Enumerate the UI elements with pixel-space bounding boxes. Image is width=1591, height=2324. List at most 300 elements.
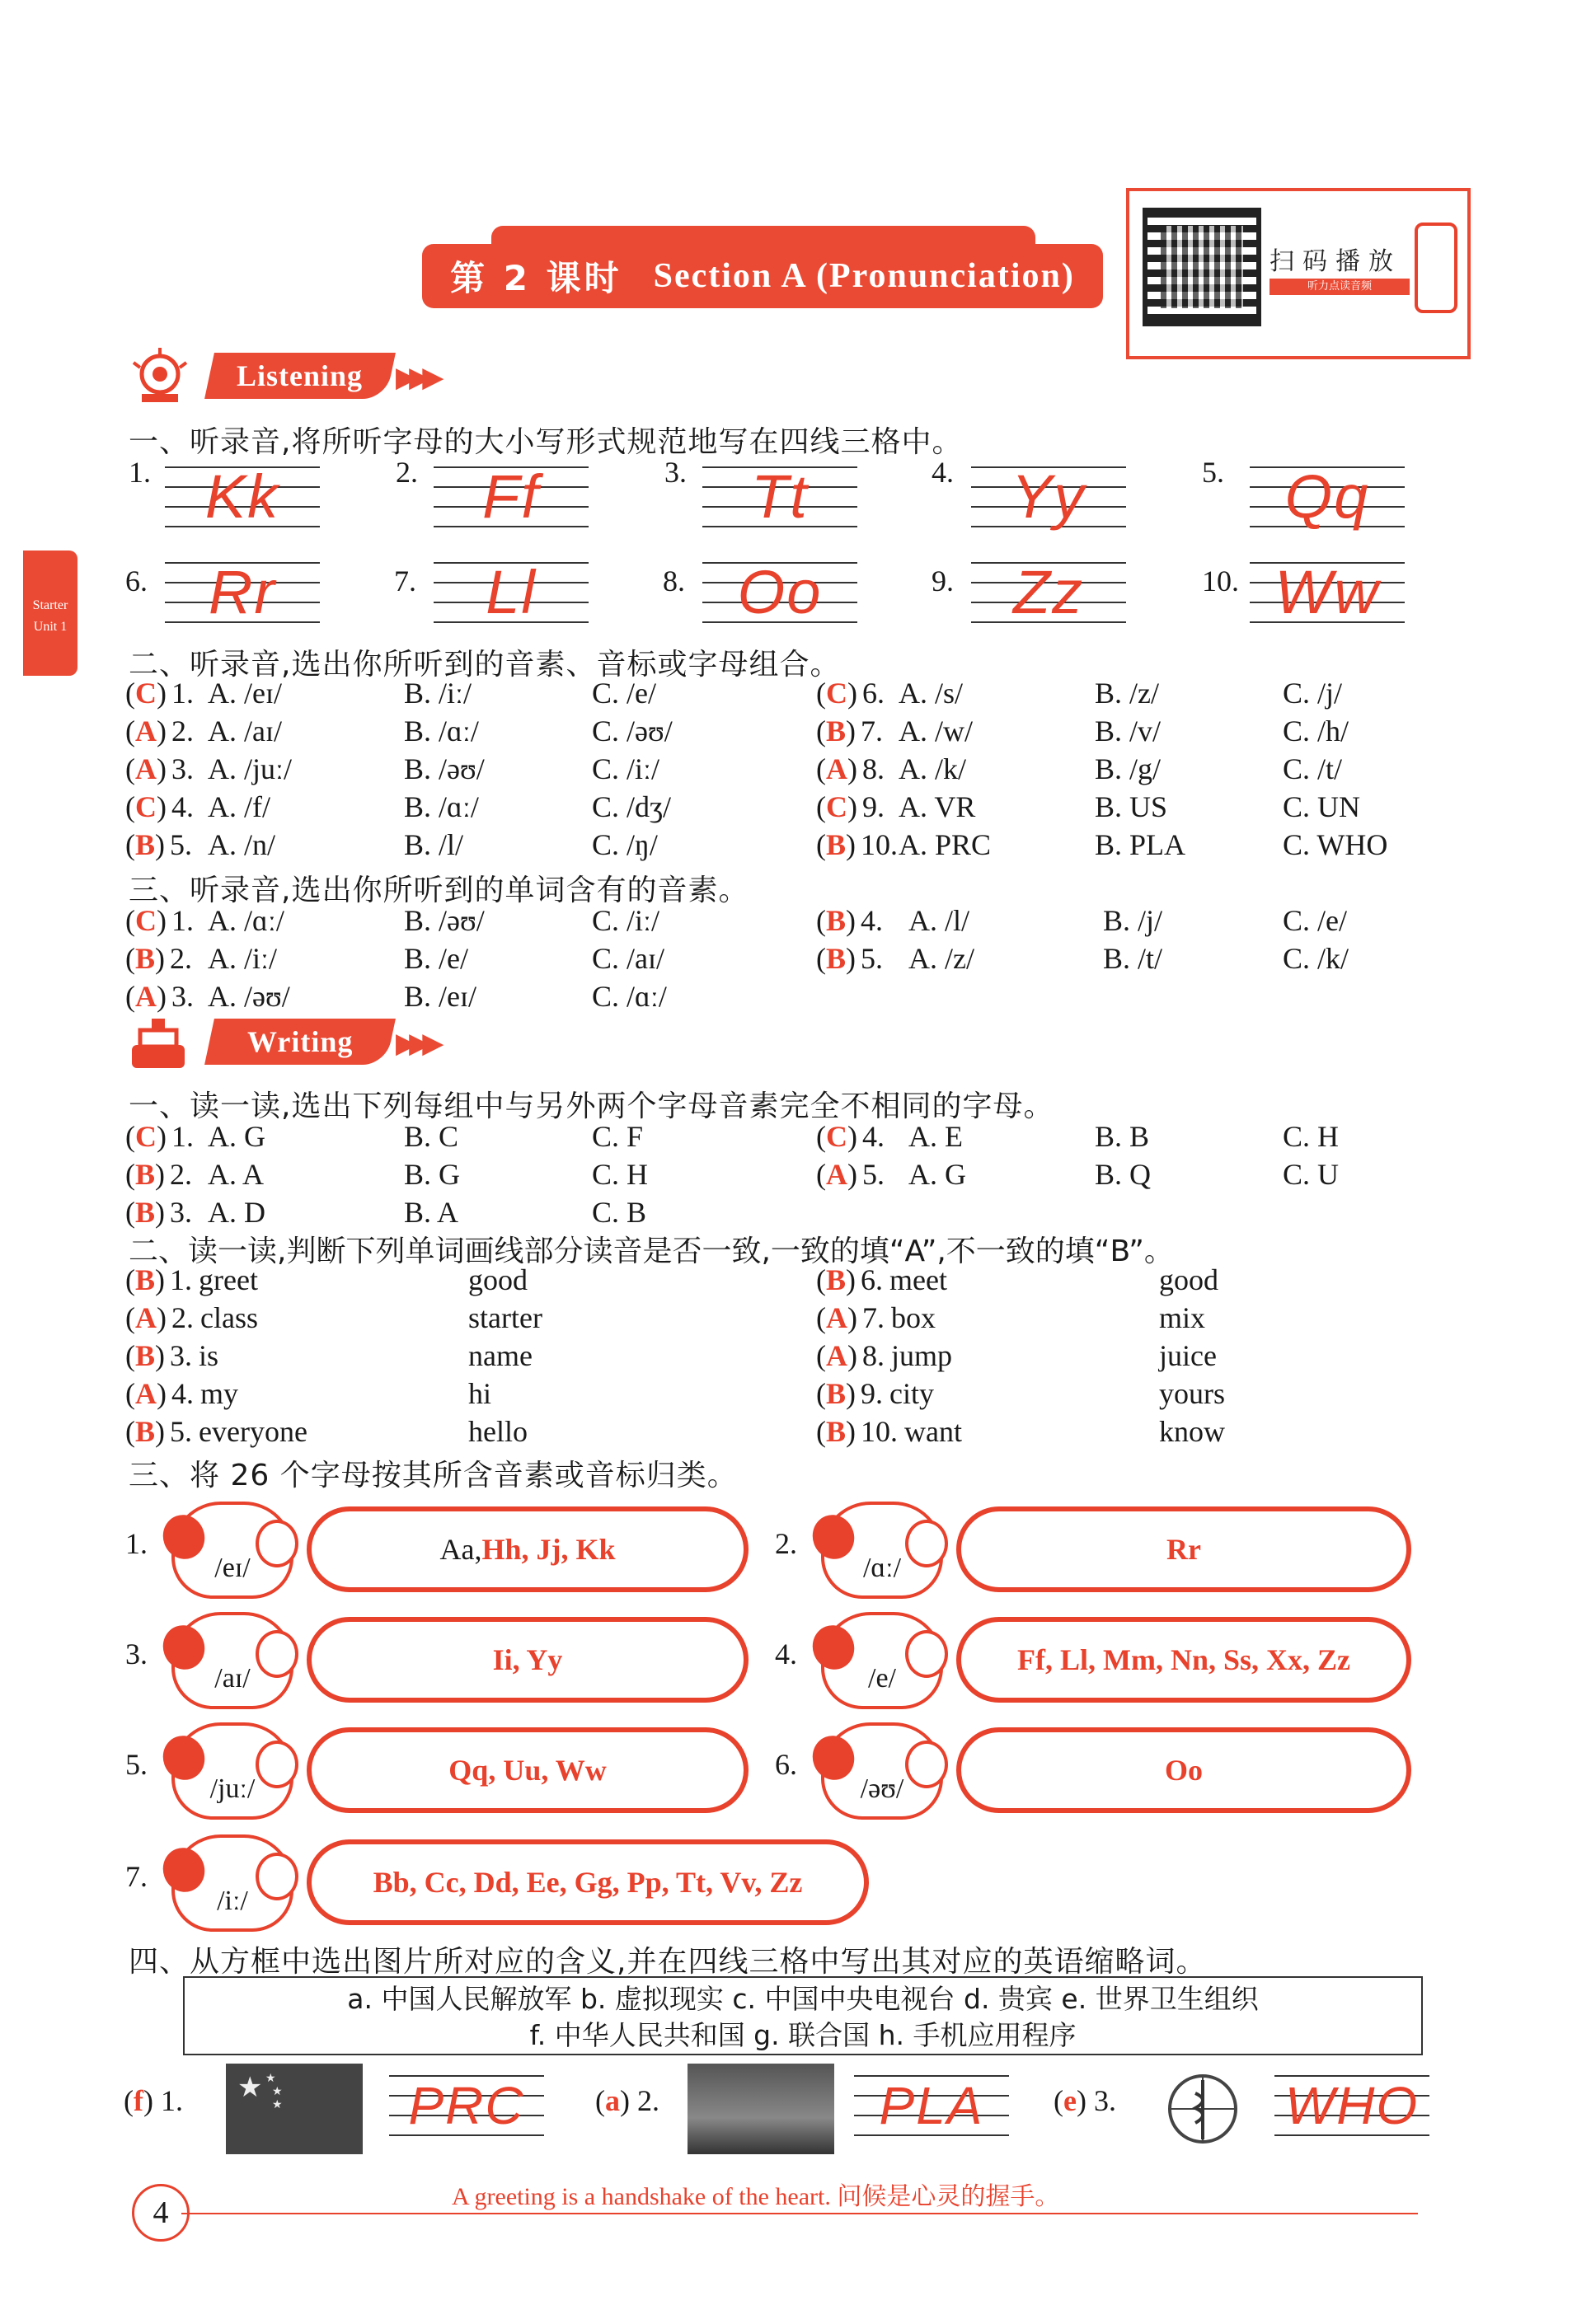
china-flag-image [226, 2064, 363, 2154]
answer-letter: C [826, 1120, 847, 1153]
item-number: 4. [171, 790, 194, 823]
word-pair-row [816, 1300, 936, 1335]
paren-open: ( [125, 1415, 135, 1448]
paren-close: ) [846, 904, 857, 937]
paren-close: ) [155, 828, 166, 861]
choice-row [125, 979, 194, 1014]
option-b: B. /ɑː/ [404, 715, 479, 747]
listening-arrows-icon: ▶▶▶ [396, 361, 436, 394]
four-line-grid [971, 558, 1126, 626]
grid-num: 8. [663, 565, 685, 597]
item-number: 7. [862, 1301, 885, 1334]
option-c: C. /dʒ/ [592, 790, 671, 823]
item-number: 9. [861, 1377, 884, 1410]
word-pair-row [125, 1338, 218, 1373]
paren-close: ) [157, 715, 167, 747]
bone-answer-box [307, 1506, 749, 1592]
option-a: A. E [908, 1120, 963, 1153]
q4-item-1: (f) 1. [124, 2084, 183, 2117]
paren-open: ( [816, 677, 826, 710]
answer-letter: C [135, 1120, 157, 1153]
answer-letter: a [605, 2084, 620, 2117]
paren-close: ) [847, 790, 857, 823]
paren-open: ( [816, 828, 826, 861]
choice-row [125, 790, 194, 824]
listening-q3-heading: 三、听录音,选出你所听到的单词含有的音素。 [129, 874, 749, 907]
paren-close: ) [157, 790, 167, 823]
answer-letter: f [134, 2084, 143, 2117]
option-c: C. H [1283, 1120, 1340, 1153]
option-a: A. /əʊ/ [208, 980, 290, 1013]
answer-letters: Hh, Jj, Kk [481, 1533, 616, 1566]
paren-open: ( [125, 1120, 135, 1153]
option-a: A. /z/ [908, 942, 974, 975]
option-a: A. D [208, 1196, 265, 1229]
svg-text:★: ★ [265, 2073, 276, 2085]
answer-letter: B [826, 715, 847, 747]
paren-open: ( [125, 677, 135, 710]
option-b: B. C [404, 1120, 459, 1153]
word-1: is [199, 1339, 219, 1372]
paren-open: ( [816, 904, 826, 937]
answer-letter: B [826, 1263, 847, 1296]
writing-q1-heading: 一、读一读,选出下列每组中与另外两个字母音素完全不相同的字母。 [129, 1089, 1054, 1123]
word-1: my [200, 1377, 239, 1410]
paren-open: ( [125, 1196, 135, 1229]
option-c: C. /h/ [1283, 715, 1349, 747]
paren-open: ( [816, 1263, 826, 1296]
option-b: B. B [1095, 1120, 1150, 1153]
paren-close: ) [846, 1415, 857, 1448]
option-b: B. /l/ [404, 828, 464, 861]
paren-open: ( [125, 752, 135, 785]
answer-letter: C [826, 677, 847, 710]
four-line-grid [854, 2075, 1009, 2136]
paren-open: ( [816, 752, 826, 785]
word-2: hi [468, 1377, 492, 1410]
item-number: 4. [171, 1377, 194, 1410]
option-a: A. /eɪ/ [208, 677, 282, 710]
choice-row [816, 827, 898, 862]
option-c: C. /j/ [1283, 677, 1343, 710]
answer-letter: B [826, 942, 847, 975]
word-2: know [1159, 1415, 1225, 1448]
answer-letter: B [135, 828, 156, 861]
given-letters: Aa, [439, 1533, 482, 1566]
unit-side-tab [23, 551, 77, 676]
answer-letter: B [826, 1415, 847, 1448]
paren-open: ( [125, 1301, 135, 1334]
four-line-grid [1250, 462, 1405, 531]
bone-answer-box [307, 1839, 869, 1925]
phonetic-label: /juː/ [209, 1773, 256, 1804]
word-pair-row [125, 1414, 307, 1449]
option-b: B. /əʊ/ [404, 904, 485, 937]
writing-q4-heading: 四、从方框中选出图片所对应的含义,并在四线三格中写出其对应的英语缩略词。 [129, 1945, 1207, 1979]
title-section: Section A (Pronunciation) [653, 257, 1075, 295]
writing-q3-heading: 三、将 26 个字母按其所含音素或音标归类。 [129, 1459, 738, 1492]
q4-item-3: (e) 3. [1054, 2084, 1116, 2117]
item-number: 6. [861, 1263, 884, 1296]
grid-num: 9. [932, 565, 954, 597]
word-1: everyone [199, 1415, 307, 1448]
side-tab-line1: Starter [32, 598, 68, 612]
phonetic-label: /aɪ/ [214, 1663, 251, 1694]
choice-row [816, 903, 883, 938]
item-number: 10. [861, 828, 899, 861]
answer-letter: C [135, 790, 157, 823]
paren-close: ) [157, 1377, 167, 1410]
grid-num: 2. [396, 456, 418, 489]
option-a: A. VR [899, 790, 976, 823]
puppy-icon [821, 1502, 943, 1599]
paren-open: ( [125, 1339, 135, 1372]
paren-open: ( [125, 980, 135, 1013]
item-number: 7. [125, 1860, 148, 1893]
answer-letters: Bb, Cc, Dd, Ee, Gg, Pp, Tt, Vv, Zz [373, 1866, 803, 1899]
paren-close: ) [847, 1120, 857, 1153]
options-line-1: a. 中国人民解放军 b. 虚拟现实 c. 中国中央电视台 d. 贵宾 e. 世界卫生组织 [347, 1983, 1259, 2015]
item-number: 10. [861, 1415, 899, 1448]
svg-text:★: ★ [272, 2086, 283, 2098]
answer-letter: A [135, 715, 157, 747]
paren-close: ) [157, 677, 167, 710]
option-c: C. /ŋ/ [592, 828, 658, 861]
word-1: city [889, 1377, 934, 1410]
option-a: A. /k/ [899, 752, 967, 785]
item-number: 7. [861, 715, 884, 747]
answer-letter: C [135, 904, 157, 937]
paren-open: ( [125, 1263, 135, 1296]
answer-letters: Ii, Yy [492, 1643, 563, 1676]
four-line-grid [165, 558, 320, 626]
choice-row [816, 714, 883, 748]
word-1: meet [889, 1263, 947, 1296]
written-answer: Ff [482, 462, 540, 531]
word-pair-row [816, 1376, 934, 1411]
item-number: 2. [170, 942, 193, 975]
word-2: good [1159, 1263, 1218, 1296]
word-1: want [904, 1415, 962, 1448]
four-line-grid [434, 558, 589, 626]
answer-letter: e [1063, 2084, 1077, 2117]
item-number: 2. [775, 1527, 797, 1560]
option-c: C. /t/ [1283, 752, 1343, 785]
paren-close: ) [157, 980, 167, 1013]
paren-open: ( [816, 1301, 826, 1334]
answer-letters: Qq, Uu, Ww [448, 1754, 607, 1787]
qr-code-icon[interactable] [1143, 208, 1261, 326]
answer-letters: Ff, Ll, Mm, Nn, Ss, Xx, Zz [1017, 1643, 1350, 1676]
answer-letter: C [826, 790, 847, 823]
answer-letter: B [826, 1377, 847, 1410]
answer-letter: C [135, 677, 157, 710]
item-number: 1. [170, 1263, 193, 1296]
choice-row [125, 1195, 192, 1230]
title-lesson: 第 2 课时 [450, 258, 622, 298]
paren-open: ( [816, 1415, 826, 1448]
four-line-grid [389, 2075, 544, 2136]
paren-open: ( [125, 1377, 135, 1410]
answer-letter: A [135, 1377, 157, 1410]
page-number: 4 [132, 2184, 190, 2242]
paren-close: ) [155, 942, 166, 975]
puppy-icon [171, 1612, 293, 1709]
word-pair-row [125, 1300, 258, 1335]
grid-num: 7. [394, 565, 416, 597]
paren-close: ) [155, 1263, 166, 1296]
option-a: A. /iː/ [208, 942, 278, 975]
q4-item-2: (a) 2. [595, 2084, 659, 2117]
item-number: 3. [171, 980, 194, 1013]
abbreviation-options-box [183, 1976, 1423, 2055]
phonetic-label: /eɪ/ [214, 1553, 251, 1583]
option-a: A. /f/ [208, 790, 270, 823]
word-2: yours [1159, 1377, 1225, 1410]
grid-num: 1. [129, 456, 151, 489]
listening-section-label: Listening [204, 353, 396, 399]
word-2: juice [1159, 1339, 1217, 1372]
paren-close: ) [157, 904, 167, 937]
option-c: C. /ɑː/ [592, 980, 667, 1013]
written-answer: Qq [1284, 462, 1370, 531]
grid-num: 5. [1202, 456, 1224, 489]
option-b: B. /ɑː/ [404, 790, 479, 823]
option-b: B. /iː/ [404, 677, 472, 710]
written-answer: Rr [208, 558, 277, 626]
listening-q1-heading: 一、听录音,将所听字母的大小写形式规范地写在四线三格中。 [129, 425, 963, 459]
side-tab-line2: Unit 1 [33, 620, 68, 634]
answer-letter: B [135, 1339, 156, 1372]
option-c: C. H [592, 1158, 649, 1191]
written-answer: Ww [1274, 558, 1380, 626]
answer-letter: A [826, 752, 847, 785]
option-b: B. /eɪ/ [404, 980, 476, 1013]
item-number: 5. [125, 1748, 148, 1781]
option-c: C. UN [1283, 790, 1361, 823]
listening-q2-heading: 二、听录音,选出你所听到的音素、音标或字母组合。 [129, 648, 841, 682]
paren-open: ( [125, 942, 135, 975]
bone-answer-box [956, 1617, 1411, 1703]
four-line-grid [1274, 2075, 1429, 2136]
four-line-grid [434, 462, 589, 531]
word-pair-row [125, 1263, 258, 1297]
paren-close: ) [157, 1120, 167, 1153]
paren-open: ( [816, 790, 826, 823]
item-number: 3. [170, 1339, 193, 1372]
word-2: hello [468, 1415, 528, 1448]
written-answer: Zz [1012, 558, 1085, 626]
puppy-icon [171, 1834, 293, 1932]
answer-letter: B [826, 828, 847, 861]
item-number: 6. [775, 1748, 797, 1781]
answer-letter: B [135, 1158, 156, 1191]
choice-row [125, 903, 194, 938]
word-1: box [891, 1301, 936, 1334]
item-number: 5. [862, 1158, 885, 1191]
option-c: C. /e/ [592, 677, 656, 710]
item-number: 5. [170, 828, 193, 861]
choice-row [816, 1119, 885, 1154]
who-emblem-image [1154, 2064, 1251, 2154]
paren-close: ) [155, 1196, 166, 1229]
answer-letter: B [135, 1196, 156, 1229]
scan-label: 扫码播放 [1270, 247, 1401, 276]
option-a: A. /w/ [899, 715, 973, 747]
paren-open: ( [816, 942, 826, 975]
option-a: A. /l/ [908, 904, 970, 937]
paren-open: ( [816, 715, 826, 747]
word-2: starter [468, 1301, 542, 1334]
paren-close: ) [846, 942, 857, 975]
svg-text:★: ★ [237, 2073, 263, 2103]
four-line-grid [971, 462, 1126, 531]
grid-num: 6. [125, 565, 148, 597]
written-answer: WHO [1284, 2076, 1420, 2135]
word-pair-row [816, 1338, 952, 1373]
answer-letter: B [135, 1263, 156, 1296]
answer-letter: B [826, 904, 847, 937]
written-answer: Yy [1011, 462, 1086, 531]
footer-divider [181, 2213, 1418, 2214]
option-b: B. /v/ [1095, 715, 1162, 747]
word-pair-row [125, 1376, 238, 1411]
paren-open: ( [125, 904, 135, 937]
answer-letter: A [826, 1158, 847, 1191]
answer-letter: A [135, 980, 157, 1013]
four-line-grid [702, 558, 857, 626]
item-number: 8. [862, 752, 885, 785]
option-c: C. F [592, 1120, 644, 1153]
option-b: B. /z/ [1095, 677, 1159, 710]
option-a: A. PRC [899, 828, 992, 861]
bone-answer-box [956, 1506, 1411, 1592]
option-c: C. /iː/ [592, 904, 660, 937]
choice-row [816, 790, 885, 824]
word-2: good [468, 1263, 528, 1296]
item-number: 1. [171, 904, 194, 937]
item-number: 4. [861, 904, 884, 937]
bell-icon [129, 346, 191, 404]
four-line-grid [165, 462, 320, 531]
soldiers-salute-image [688, 2064, 834, 2154]
written-answer: Kk [204, 462, 280, 531]
option-c: C. B [592, 1196, 647, 1229]
paren-close: ) [155, 1158, 166, 1191]
paren-close: ) [847, 677, 857, 710]
choice-row [125, 1119, 194, 1154]
item-number: 4. [862, 1120, 885, 1153]
word-pair-row [816, 1414, 962, 1449]
paren-open: ( [125, 790, 135, 823]
paren-open: ( [125, 828, 135, 861]
paren-open: ( [816, 1377, 826, 1410]
item-number: 8. [862, 1339, 885, 1372]
puppy-icon [171, 1722, 293, 1820]
four-line-grid [702, 462, 857, 531]
choice-row [125, 714, 194, 748]
option-c: C. /e/ [1283, 904, 1347, 937]
writing-q2-heading: 二、读一读,判断下列单词画线部分读音是否一致,一致的填“A”,不一致的填“B”。 [129, 1235, 1174, 1268]
answer-letters: Oo [1164, 1754, 1203, 1787]
option-a: A. /aɪ/ [208, 715, 282, 747]
item-number: 2. [170, 1158, 193, 1191]
hand-phone-icon [1415, 223, 1457, 313]
paren-open: ( [816, 1120, 826, 1153]
bone-answer-box [956, 1727, 1411, 1813]
option-c: C. /aɪ/ [592, 942, 664, 975]
paren-close: ) [846, 1377, 857, 1410]
option-a: A. G [908, 1158, 966, 1191]
option-b: B. Q [1095, 1158, 1152, 1191]
paren-close: ) [847, 1339, 857, 1372]
option-a: A. /juː/ [208, 752, 293, 785]
answer-letter: A [826, 1339, 847, 1372]
choice-row [816, 676, 885, 710]
grid-num: 4. [932, 456, 954, 489]
answer-letters: Rr [1166, 1533, 1201, 1566]
choice-row [816, 1157, 885, 1192]
paren-open: ( [816, 1339, 826, 1372]
typewriter-icon [127, 1015, 190, 1073]
puppy-icon [171, 1502, 293, 1599]
choice-row [816, 941, 883, 976]
item-number: 9. [862, 790, 885, 823]
word-1: class [200, 1301, 258, 1334]
paren-close: ) [847, 752, 857, 785]
paren-close: ) [155, 1415, 166, 1448]
choice-row [125, 941, 192, 976]
word-2: name [468, 1339, 533, 1372]
scan-sub: 听力点读音频 [1270, 279, 1410, 295]
paren-close: ) [157, 752, 167, 785]
word-2: mix [1159, 1301, 1206, 1334]
answer-letter: A [135, 752, 157, 785]
written-answer: Tt [751, 462, 809, 531]
option-a: A. /s/ [899, 677, 964, 710]
option-b: B. /əʊ/ [404, 752, 485, 785]
paren-close: ) [155, 1339, 166, 1372]
option-a: A. A [208, 1158, 265, 1191]
paren-close: ) [847, 1301, 857, 1334]
item-number: 6. [862, 677, 885, 710]
word-1: greet [199, 1263, 258, 1296]
written-answer: PRC [408, 2076, 525, 2135]
page-title [422, 244, 1103, 308]
item-number: 1. [171, 677, 194, 710]
option-c: C. WHO [1283, 828, 1388, 861]
item-number: 1. [125, 1527, 148, 1560]
puppy-icon [821, 1612, 943, 1709]
footer-motto: A greeting is a handshake of the heart. 问候是心灵的握手。 [452, 2183, 1060, 2210]
written-answer: Ll [486, 558, 537, 626]
option-a: A. /ɑː/ [208, 904, 284, 937]
item-number: 2. [171, 715, 194, 747]
item-number: 4. [775, 1638, 797, 1670]
option-a: A. G [208, 1120, 265, 1153]
choice-row [125, 827, 192, 862]
option-c: C. U [1283, 1158, 1340, 1191]
writing-section-label: Writing [204, 1019, 396, 1065]
item-number: 3. [171, 752, 194, 785]
paren-close: ) [846, 1263, 857, 1296]
paren-close: ) [846, 828, 857, 861]
bone-answer-box [307, 1727, 749, 1813]
grid-num: 10. [1202, 565, 1239, 597]
writing-arrows-icon: ▶▶▶ [396, 1027, 436, 1060]
written-answer: PLA [879, 2076, 984, 2135]
phonetic-label: /iː/ [217, 1886, 248, 1916]
